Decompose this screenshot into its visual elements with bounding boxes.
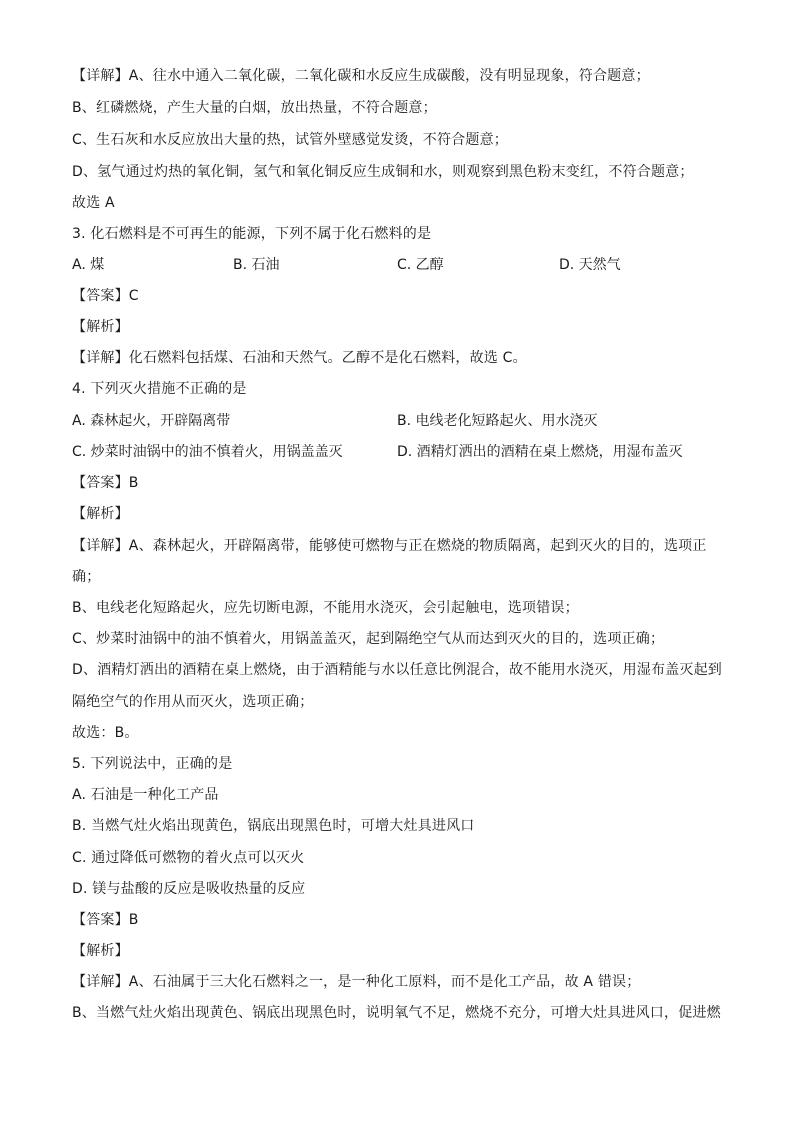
text-line: 【详解】A、石油属于三大化石燃料之一，是一种化工原料，而不是化工产品，故 A 错误；: [72, 974, 641, 990]
text-line: B、电线老化短路起火，应先切断电源，不能用水浇灭，会引起触电，选项错误；: [72, 600, 579, 616]
text-line: B、当燃气灶火焰出现黄色、锅底出现黑色时，说明氧气不足，燃烧不充分，可增大灶具进风口，促进燃: [72, 1005, 721, 1021]
answer-label: 【答案】B: [72, 475, 139, 491]
text-line: C、炒菜时油锅中的油不慎着火，用锅盖盖灭，起到隔绝空气从而达到灭火的目的，选项正确；: [72, 631, 665, 647]
text-line: 【详解】A、往水中通入二氧化碳，二氧化碳和水反应生成碳酸，没有明显现象，符合题意；: [72, 68, 650, 84]
q3-option-a: A. 煤: [72, 257, 105, 273]
analysis-label: 【解析】: [72, 943, 129, 959]
text-line: 隔绝空气的作用从而灭火，选项正确；: [72, 694, 314, 710]
q4-option-c: C. 炒菜时油锅中的油不慎着火，用锅盖盖灭: [72, 444, 343, 460]
answer-label: 【答案】C: [72, 288, 139, 304]
text-line: C、生石灰和水反应放出大量的热，试管外壁感觉发烫，不符合题意；: [72, 132, 508, 148]
analysis-label: 【解析】: [72, 319, 129, 335]
text-line: 【详解】A、森林起火，开辟隔离带，能够使可燃物与正在燃烧的物质隔离，起到灭火的目的，选项正: [72, 538, 707, 554]
text-line: B、红磷燃烧，产生大量的白烟，放出热量，不符合题意；: [72, 100, 437, 116]
q3-option-c: C. 乙醇: [397, 257, 444, 273]
q4-option-d: D. 酒精灯洒出的酒精在桌上燃烧，用湿布盖灭: [397, 444, 683, 460]
answer-label: 【答案】B: [72, 912, 139, 928]
text-line: 【详解】化石燃料包括煤、石油和天然气。乙醇不是化石燃料，故选 C。: [72, 350, 527, 366]
q5-option-d: D. 镁与盐酸的反应是吸收热量的反应: [72, 881, 306, 897]
q4-option-b: B. 电线老化短路起火、用水浇灭: [397, 413, 598, 429]
q4-option-a: A. 森林起火，开辟隔离带: [72, 413, 231, 429]
q5-option-c: C. 通过降低可燃物的着火点可以灭火: [72, 850, 305, 866]
text-line: 确；: [72, 569, 101, 585]
q3-option-b: B. 石油: [233, 257, 280, 273]
question-5-stem: 5. 下列说法中，正确的是: [72, 756, 233, 772]
q5-option-b: B. 当燃气灶火焰出现黄色，锅底出现黑色时，可增大灶具进风口: [72, 818, 475, 834]
question-3-stem: 3. 化石燃料是不可再生的能源，下列不属于化石燃料的是: [72, 226, 432, 242]
question-4-stem: 4. 下列灭火措施不正确的是: [72, 381, 247, 397]
q3-option-d: D. 天然气: [559, 257, 621, 273]
analysis-label: 【解析】: [72, 506, 129, 522]
q5-option-a: A. 石油是一种化工产品: [72, 787, 219, 803]
text-line: 故选 A: [72, 195, 115, 211]
text-line: D、氢气通过灼热的氧化铜，氢气和氧化铜反应生成铜和水，则观察到黑色粉末变红，不符合题意；: [72, 164, 694, 180]
text-line: D、酒精灯洒出的酒精在桌上燃烧，由于酒精能与水以任意比例混合，故不能用水浇灭，用湿布盖灭起到: [72, 662, 722, 678]
text-line: 故选：B。: [72, 725, 139, 741]
